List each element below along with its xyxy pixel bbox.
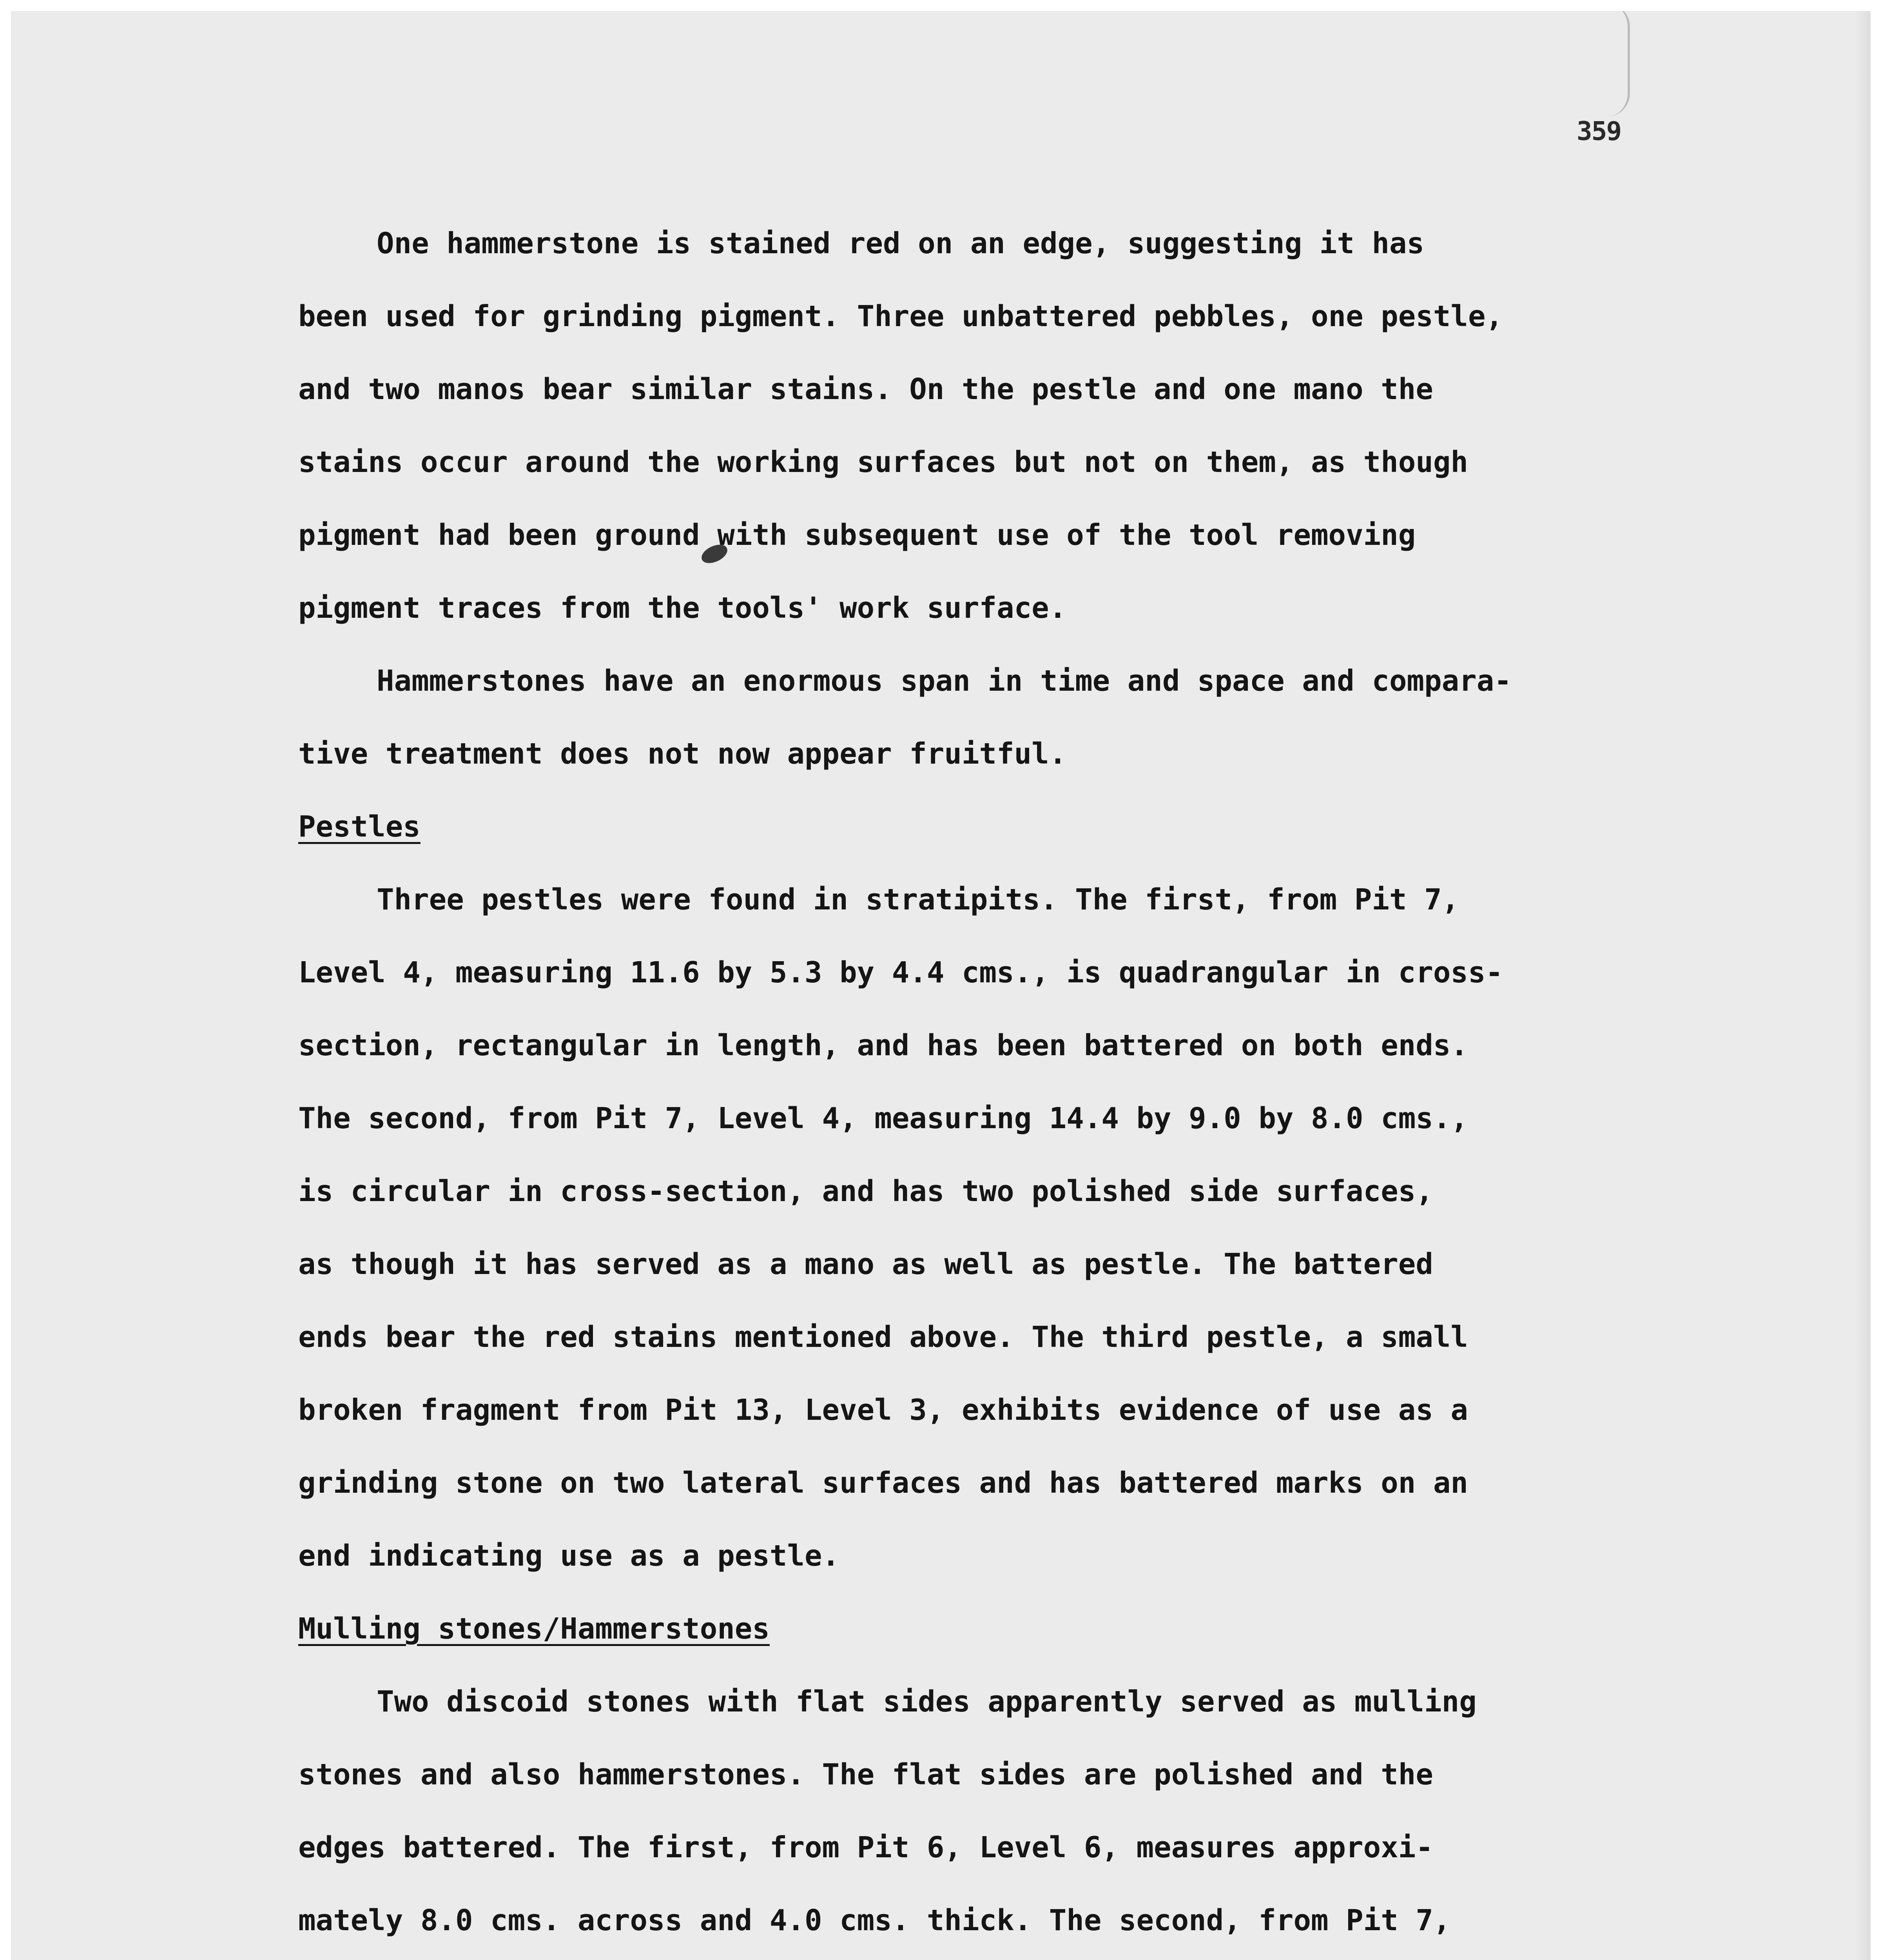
text-line: been used for grinding pigment. Three unbattered pebbles, one pestle, [298, 299, 1503, 333]
text-line: broken fragment from Pit 13, Level 3, exhibits evidence of use as a [298, 1393, 1468, 1427]
text-line: is circular in cross-section, and has two polished side surfaces, [298, 1174, 1433, 1208]
text-line: edges battered. The first, from Pit 6, Level 6, measures approxi- [298, 1831, 1433, 1864]
text-line: ends bear the red stains mentioned above. The third pestle, a small [298, 1320, 1468, 1354]
text-line: stones and also hammerstones. The flat sides are polished and the [298, 1758, 1433, 1791]
text-line: section, rectangular in length, and has been battered on both ends. [298, 1029, 1468, 1062]
scan-edge-shadow [1855, 11, 1871, 1960]
text-line: One hammerstone is stained red on an edge, suggesting it has [377, 227, 1425, 260]
page-number: 359 [1577, 116, 1621, 146]
text-line: Level 4, measuring 11.6 by 5.3 by 4.4 cms., is quadrangular in cross- [298, 956, 1503, 989]
text-line: The second, from Pit 7, Level 4, measuring 14.4 by 9.0 by 8.0 cms., [298, 1102, 1468, 1135]
text-line: tive treatment does not now appear fruitful. [298, 737, 1067, 771]
text-line: end indicating use as a pestle. [298, 1539, 840, 1573]
text-line: and two manos bear similar stains. On the pestle and one mano the [298, 372, 1433, 406]
text-line: Two discoid stones with flat sides apparently served as mulling [377, 1685, 1477, 1719]
section-heading-mulling-stones: Mulling stones/Hammerstones [298, 1612, 770, 1646]
page-curl-artifact [1581, 11, 1630, 117]
text-line: stains occur around the working surfaces but not on them, as though [298, 445, 1468, 479]
text-line: Hammerstones have an enormous span in time and space and compara- [377, 664, 1512, 698]
document-body [298, 207, 1627, 1960]
document-page [11, 11, 1871, 1960]
section-heading-pestles: Pestles [298, 810, 421, 844]
text-line: grinding stone on two lateral surfaces and has battered marks on an [298, 1466, 1468, 1500]
text-line: Three pestles were found in stratipits. The first, from Pit 7, [377, 883, 1459, 916]
text-line: pigment had been ground with subsequent use of the tool removing [298, 518, 1416, 552]
text-line: mately 8.0 cms. across and 4.0 cms. thick. The second, from Pit 7, [298, 1904, 1451, 1937]
text-line: pigment traces from the tools' work surface. [298, 591, 1067, 625]
text-line: as though it has served as a mano as well as pestle. The battered [298, 1247, 1433, 1281]
text-line [298, 1957, 1627, 1960]
